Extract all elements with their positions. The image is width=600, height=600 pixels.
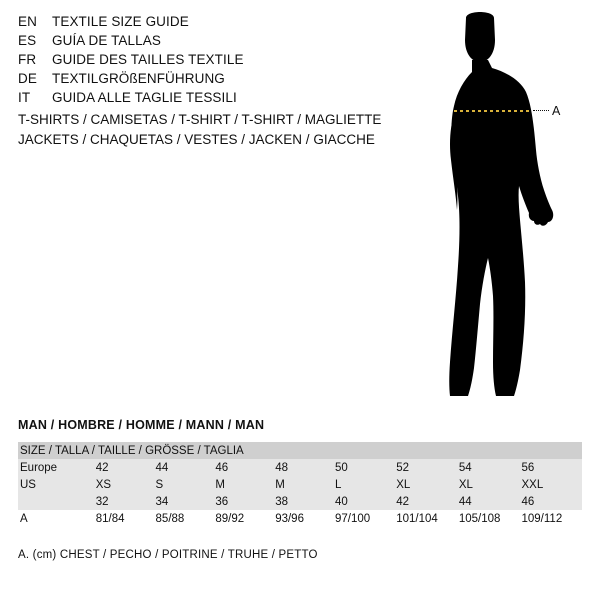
cell-us-4: L <box>335 478 342 491</box>
language-code-de: DE <box>18 71 37 86</box>
cell-us-2: M <box>215 478 225 491</box>
cell-a-6: 105/108 <box>458 512 501 525</box>
cell-europe-5: 52 <box>396 461 410 474</box>
language-row-it <box>18 90 378 109</box>
table-footnote: A. (cm) CHEST / PECHO / POITRINE / TRUHE / PETTO <box>18 549 318 561</box>
category-jackets: JACKETS / CHAQUETAS / VESTES / JACKEN / GIACCHE <box>18 132 375 147</box>
language-text-it: GUIDA ALLE TAGLIE TESSILI <box>52 90 237 105</box>
table-header-row <box>18 442 582 459</box>
size-table <box>18 442 582 527</box>
language-text-de: TEXTILGRÖßENFÜHRUNG <box>52 71 225 86</box>
cell-us-6: XL <box>458 478 473 491</box>
cell-usnum-2: 36 <box>215 495 229 508</box>
male-silhouette-figure <box>400 10 600 405</box>
language-text-en: TEXTILE SIZE GUIDE <box>52 14 189 29</box>
measure-leader-line <box>533 110 549 111</box>
cell-a-1: 85/88 <box>155 512 185 525</box>
language-text-fr: GUIDE DES TAILLES TEXTILE <box>52 52 244 67</box>
cell-a-5: 101/104 <box>396 512 438 525</box>
cell-usnum-5: 42 <box>396 495 410 508</box>
cell-us-5: XL <box>396 478 411 491</box>
category-tshirts: T-SHIRTS / CAMISETAS / T-SHIRT / T-SHIRT / MAGLIETTE <box>18 112 382 127</box>
language-row-de <box>18 71 378 90</box>
cell-us-1: S <box>155 478 164 491</box>
table-header-label: SIZE / TALLA / TAILLE / GRÖSSE / TAGLIA <box>20 444 244 457</box>
language-text-es: GUÍA DE TALLAS <box>52 33 161 48</box>
cell-europe-0: 42 <box>95 461 109 474</box>
measure-label-a: A <box>552 104 561 118</box>
cell-europe-7: 56 <box>521 461 535 474</box>
cell-usnum-3: 38 <box>275 495 288 508</box>
language-list <box>18 14 378 109</box>
table-row <box>18 476 582 493</box>
cell-a-4: 97/100 <box>335 512 371 525</box>
cell-usnum-1: 34 <box>155 495 169 508</box>
table-row <box>18 493 582 510</box>
language-code-en: EN <box>18 14 37 29</box>
cell-us-3: M <box>275 478 285 491</box>
cell-us-0: XS <box>95 478 112 491</box>
cell-us-7: XXL <box>521 478 544 491</box>
cell-a-3: 93/96 <box>275 512 304 525</box>
row-label-us-numeric <box>18 493 94 510</box>
language-row-fr <box>18 52 378 71</box>
cell-usnum-0: 32 <box>95 495 109 508</box>
cell-usnum-7: 46 <box>521 495 535 508</box>
silhouette-body <box>449 12 553 396</box>
cell-a-7: 109/112 <box>521 512 563 525</box>
cell-europe-1: 44 <box>155 461 169 474</box>
language-code-it: IT <box>18 90 31 105</box>
cell-europe-3: 48 <box>275 461 288 474</box>
cell-usnum-4: 40 <box>335 495 348 508</box>
cell-a-0: 81/84 <box>95 512 125 525</box>
cell-usnum-6: 44 <box>458 495 472 508</box>
row-label-us: US <box>20 478 36 491</box>
language-row-es <box>18 33 378 52</box>
category-list <box>18 110 438 150</box>
cell-europe-4: 50 <box>335 461 348 474</box>
cell-a-2: 89/92 <box>215 512 245 525</box>
table-row <box>18 459 582 476</box>
language-row-en <box>18 14 378 33</box>
language-code-es: ES <box>18 33 37 48</box>
language-code-fr: FR <box>18 52 37 67</box>
table-section-title: MAN / HOMBRE / HOMME / MANN / MAN <box>18 418 265 432</box>
row-label-a: A <box>20 512 28 525</box>
table-row <box>18 510 582 527</box>
cell-europe-2: 46 <box>215 461 229 474</box>
row-label-europe: Europe <box>20 461 58 474</box>
cell-europe-6: 54 <box>458 461 472 474</box>
